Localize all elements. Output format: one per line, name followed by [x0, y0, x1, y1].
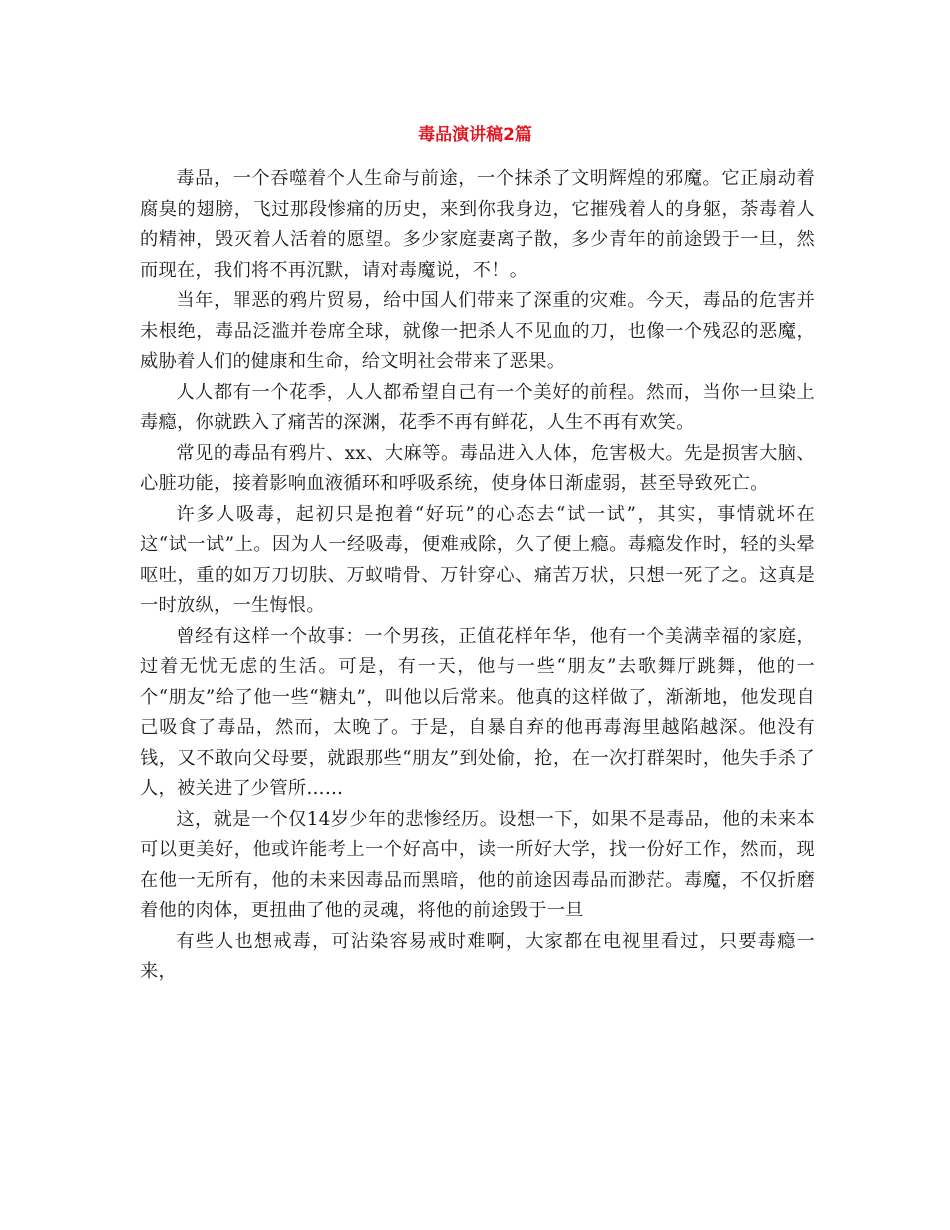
paragraph-5: 许多人吸毒，起初只是抱着“好玩”的心态去“试一试”，其实，事情就坏在这“试一试”上。因为人一经吸毒，便难戒除，久了便上瘾。毒瘾发作时，轻的头晕呕吐，重的如万刀切肤、万蚁啃骨、万针穿心、痛苦万状，只想一死了之。这真是一时放纵，一生悔恨。	[140, 503, 815, 616]
paragraph-4: 常见的毒品有鸦片、xx、大麻等。毒品进入人体，危害极大。先是损害大脑、心脏功能，接着影响血液循环和呼吸系统，使身体日渐虚弱，甚至导致死亡。	[140, 442, 815, 494]
document-title: 毒品演讲稿2篇	[418, 125, 532, 145]
paragraph-8: 有些人也想戒毒，可沾染容易戒时难啊，大家都在电视里看过，只要毒瘾一来，	[140, 930, 815, 982]
paragraph-7: 这，就是一个仅14岁少年的悲惨经历。设想一下，如果不是毒品，他的未来本可以更美好，他或许能考上一个好高中，读一所好大学，找一份好工作，然而，现在他一无所有，他的未来因毒品而黑暗，他的前途因毒品而渺茫。毒魔，不仅折磨着他的肉体，更扭曲了他的灵魂，将他的前途毁于一旦	[140, 808, 815, 921]
paragraph-2: 当年，罪恶的鸦片贸易，给中国人们带来了深重的灾难。今天，毒品的危害并未根绝，毒品泛滥并卷席全球，就像一把杀人不见血的刀，也像一个残忍的恶魔，威胁着人们的健康和生命，给文明社会带来了恶果。	[140, 290, 815, 372]
document-body	[140, 164, 815, 988]
paragraph-3: 人人都有一个花季，人人都希望自己有一个美好的前程。然而，当你一旦染上毒瘾，你就跌入了痛苦的深渊，花季不再有鲜花，人生不再有欢笑。	[140, 381, 815, 433]
paragraph-6: 曾经有这样一个故事：一个男孩，正值花样年华，他有一个美满幸福的家庭，过着无忧无虑的生活。可是，有一天，他与一些“朋友”去歌舞厅跳舞，他的一个“朋友”给了他一些“糖丸”，叫他以后常来。他真的这样做了，渐渐地，他发现自己吸食了毒品，然而，太晚了。于是，自暴自弃的他再毒海里越陷越深。他没有钱，又不敢向父母要，就跟那些“朋友”到处偷，抢，在一次打群架时，他失手杀了人，被关进了少管所……	[140, 625, 815, 799]
paragraph-1: 毒品，一个吞噬着个人生命与前途，一个抹杀了文明辉煌的邪魔。它正扇动着腐臭的翅膀，飞过那段惨痛的历史，来到你我身边，它摧残着人的身躯，荼毒着人的精神，毁灭着人活着的愿望。多少家庭妻离子散，多少青年的前途毁于一旦，然而现在，我们将不再沉默，请对毒魔说，不！。	[140, 168, 815, 281]
